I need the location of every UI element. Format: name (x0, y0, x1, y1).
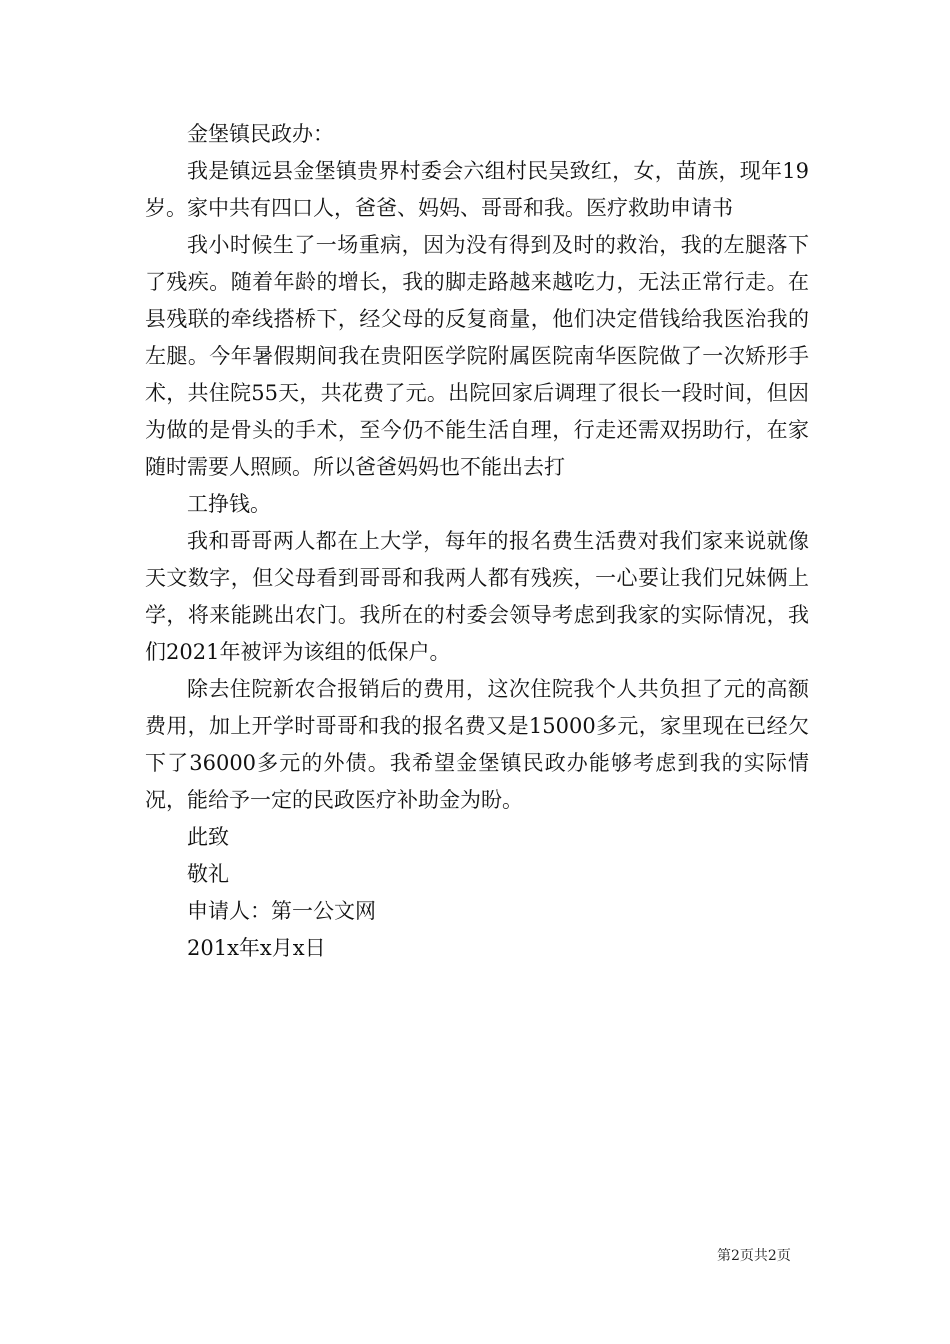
paragraph-family: 我和哥哥两人都在上大学，每年的报名费生活费对我们家来说就像天文数字，但父母看到哥哥和我两人都有残疾，一心要让我们兄妹俩上学，将来能跳出农门。我所在的村委会领导考虑到我家的实际情况，我们2021年被评为该组的低保户。 (145, 529, 809, 664)
letter-body (145, 116, 809, 967)
closing-line-1: 此致 (187, 825, 229, 849)
applicant-signature: 申请人：第一公文网 (187, 899, 376, 923)
paragraph-request: 除去住院新农合报销后的费用，这次住院我个人共负担了元的高额费用，加上开学时哥哥和我的报名费又是15000多元，家里现在已经欠下了36000多元的外债。我希望金堡镇民政办能够考虑到我的实际情况，能给予一定的民政医疗补助金为盼。 (145, 677, 809, 812)
paragraph-illness: 我小时候生了一场重病，因为没有得到及时的救治，我的左腿落下了残疾。随着年龄的增长，我的脚走路越来越吃力，无法正常行走。在县残联的牵线搭桥下，经父母的反复商量，他们决定借钱给我医治我的左腿。今年暑假期间我在贵阳医学院附属医院南华医院做了一次矫形手术，共住院55天，共花费了元。出院回家后调理了很长一段时间，但因为做的是骨头的手术，至今仍不能生活自理，行走还需双拐助行，在家随时需要人照顾。所以爸爸妈妈也不能出去打 (145, 233, 809, 479)
salutation: 金堡镇民政办： (187, 122, 334, 146)
paragraph-continuation: 工挣钱。 (187, 492, 271, 516)
closing-line-2: 敬礼 (187, 862, 229, 886)
paragraph-intro: 我是镇远县金堡镇贵界村委会六组村民吴致红，女，苗族，现年19岁。家中共有四口人，爸爸、妈妈、哥哥和我。医疗救助申请书 (145, 159, 809, 220)
letter-date: 201x年x月x日 (187, 936, 326, 960)
page-number-footer: 第2页共2页 (717, 1248, 791, 1264)
